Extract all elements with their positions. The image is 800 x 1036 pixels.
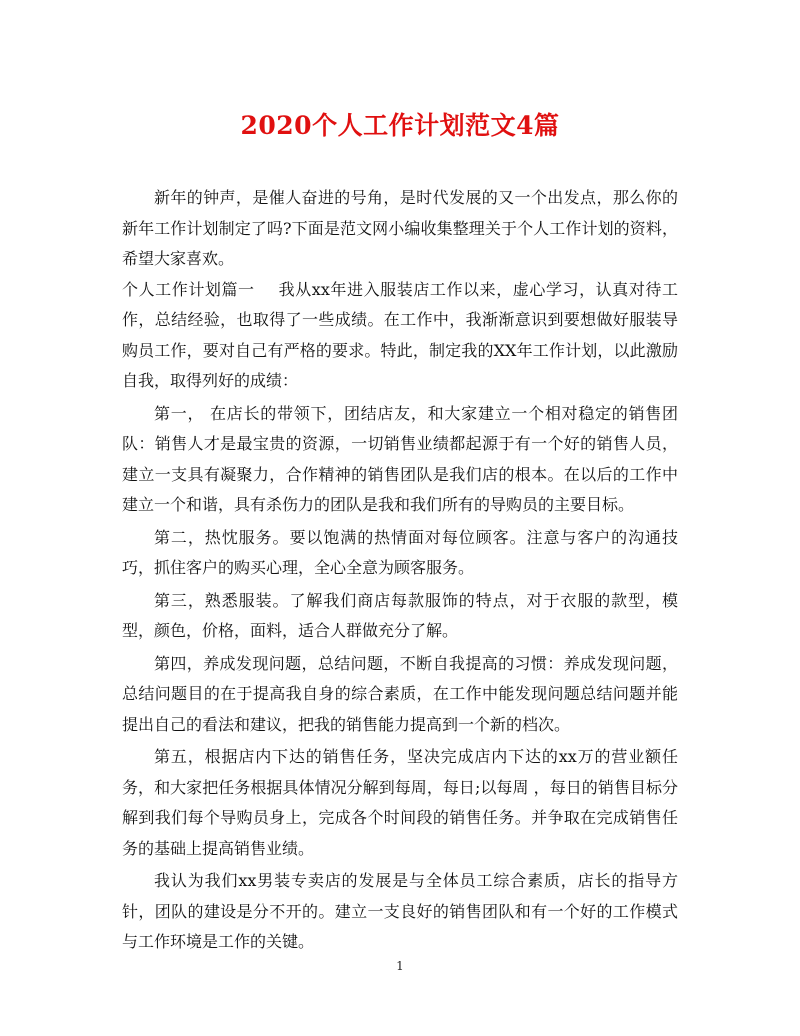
- intro-paragraph: 新年的钟声，是催人奋进的号角，是时代发展的又一个出发点，那么你的新年工作计划制定了吗?下面是范文网小编收集整理关于个人工作计划的资料，希望大家喜欢。: [122, 188, 678, 268]
- section-paragraph: [122, 275, 678, 397]
- paragraph-2: 第二，热忱服务。要以饱满的热情面对每位顾客。注意与客户的沟通技巧，抓住客户的购买心理，全心全意为顾客服务。: [122, 527, 678, 577]
- section-heading: 个人工作计划篇一: [122, 279, 255, 299]
- paragraph-1: 第一， 在店长的带领下，团结店友，和大家建立一个相对稳定的销售团队：销售人才是最宝贵的资源，一切销售业绩都起源于有一个好的销售人员，建立一支具有凝聚力，合作精神的销售团队是我们店的根本。在以后的工作中建立一个和谐，具有杀伤力的团队是我和我们所有的导购员的主要目标。: [122, 403, 678, 514]
- paragraph-3: 第三，熟悉服装。了解我们商店每款服饰的特点，对于衣服的款型，模型，颜色，价格，面料，适合人群做充分了解。: [122, 590, 678, 640]
- section-text: 我从xx年进入服装店工作以来，虚心学习，认真对待工作，总结经验，也取得了一些成绩。在工作中，我渐渐意识到要想做好服装导购员工作，要对自己有严格的要求。特此，制定我的XX年工作计划，以此激励自我，取得列好的成绩：: [122, 279, 678, 390]
- document-title: 2020个人工作计划范文4篇: [240, 111, 560, 140]
- page-number: 1: [396, 959, 404, 973]
- paragraph-6: 我认为我们xx男装专卖店的发展是与全体员工综合素质，店长的指导方针，团队的建设是分不开的。建立一支良好的销售团队和有一个好的工作模式与工作环境是工作的关键。: [122, 871, 678, 951]
- paragraph-4: 第四，养成发现问题，总结问题，不断自我提高的习惯：养成发现问题，总结问题目的在于提高我自身的综合素质，在工作中能发现问题总结问题并能提出自己的看法和建议，把我的销售能力提高到一个新的档次。: [122, 653, 678, 734]
- document-body: [122, 183, 678, 958]
- paragraph-5: 第五，根据店内下达的销售任务，坚决完成店内下达的xx万的营业额任务，和大家把任务根据具体情况分解到每周，每日;以每周 ，每日的销售目标分解到我们每个导购员身上，完成各个时间段的销售任务。并争取在完成销售任务的基础上提高销售业绩。: [122, 747, 678, 858]
